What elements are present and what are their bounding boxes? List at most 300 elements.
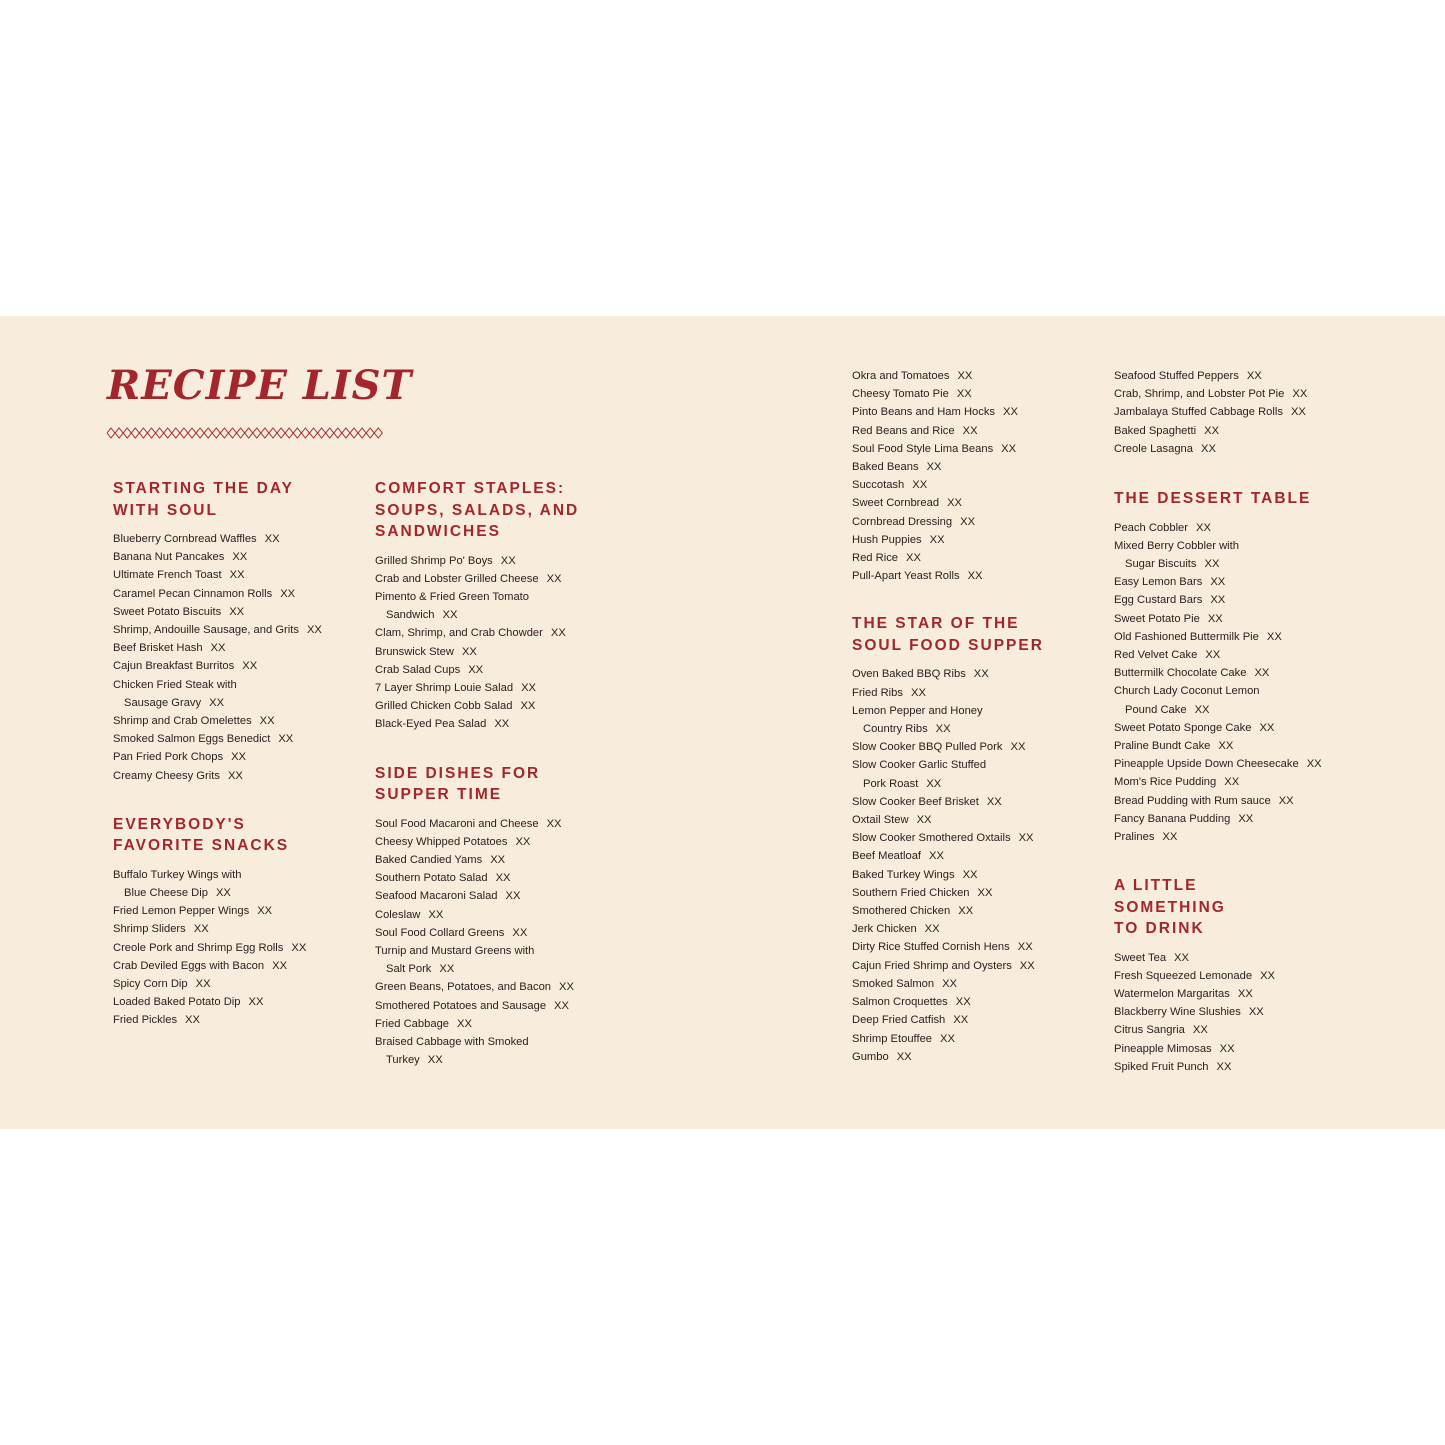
page-title: RECIPE LIST: [107, 362, 413, 409]
recipe-entry: [1114, 810, 1364, 828]
recipe-name: Banana Nut Pancakes: [113, 551, 225, 564]
page-number: XX: [427, 1054, 443, 1067]
page-number: XX: [1174, 951, 1189, 964]
recipe-entry: [113, 603, 363, 621]
recipe-entry: [113, 566, 363, 584]
recipe-entry: [1114, 664, 1364, 682]
page-number: XX: [1290, 406, 1306, 419]
page-number: XX: [1204, 557, 1220, 570]
recipe-entry: [852, 422, 1102, 440]
recipe-entry: [1114, 440, 1364, 458]
recipe-entry: [852, 458, 1102, 476]
recipe-entry: [1114, 610, 1364, 628]
page-number: XX: [546, 817, 562, 830]
recipe-entry: [852, 975, 1102, 993]
recipe-name: Shrimp Etouffee: [852, 1032, 933, 1045]
recipe-entry: [113, 920, 363, 938]
recipe-entry: [1114, 1021, 1364, 1039]
recipe-name: Crab, Shrimp, and Lobster Pot Pie: [1114, 388, 1285, 401]
page-number: XX: [1017, 941, 1033, 954]
recipe-name: Deep Fried Catfish: [852, 1014, 946, 1027]
page-number: XX: [559, 981, 574, 994]
recipe-name: Shrimp, Andouille Sausage, and Grits: [113, 624, 299, 637]
recipe-name: Oven Baked BBQ Ribs: [852, 668, 966, 681]
recipe-entry: [1114, 573, 1364, 591]
page-number: XX: [185, 1014, 200, 1027]
section-heading-line: TO DRINK: [1114, 920, 1205, 938]
recipe-entry: [852, 775, 1102, 793]
recipe-entry: [1114, 385, 1364, 403]
recipe-entry: [852, 403, 1102, 421]
page-number: XX: [457, 1017, 472, 1030]
recipe-entry: [375, 643, 625, 661]
recipe-entry: [113, 884, 363, 902]
recipe-name: Pork Roast: [863, 777, 919, 790]
recipe-name: Creamy Cheesy Grits: [113, 769, 220, 782]
recipe-entry: [375, 815, 625, 833]
recipe-name: Pineapple Mimosas: [1114, 1042, 1212, 1055]
page-number: XX: [193, 923, 209, 936]
recipe-entry: [113, 585, 363, 603]
recipe-name: Turnip and Mustard Greens with: [375, 944, 535, 957]
recipe-name: Sausage Gravy: [124, 696, 202, 709]
recipe-name: Ultimate French Toast: [113, 569, 222, 582]
recipe-entry: [113, 748, 363, 766]
recipe-list: [1114, 949, 1364, 1076]
recipe-entry: [1114, 719, 1364, 737]
page-number: XX: [929, 850, 944, 863]
page-number: XX: [1210, 594, 1226, 607]
recipe-entry: [375, 570, 625, 588]
page-number: XX: [215, 887, 231, 900]
recipe-name: Salmon Croquettes: [852, 996, 948, 1009]
page-number: XX: [272, 959, 288, 972]
recipe-entry: [113, 730, 363, 748]
recipe-name: Pineapple Upside Down Cheesecake: [1114, 758, 1299, 771]
page-number: XX: [910, 686, 926, 699]
page-number: XX: [1278, 794, 1294, 807]
recipe-list: [113, 866, 363, 1030]
page-number: XX: [195, 978, 211, 991]
page-number: XX: [428, 908, 444, 921]
page-number: XX: [1259, 721, 1275, 734]
recipe-list: [375, 552, 625, 734]
recipe-entry: [1114, 985, 1364, 1003]
section-heading-line: SUPPER TIME: [375, 786, 503, 804]
page-number: XX: [967, 570, 983, 583]
recipe-entry: [852, 720, 1102, 738]
page-number: XX: [926, 461, 942, 474]
recipe-name: Fried Lemon Pepper Wings: [113, 905, 250, 918]
recipe-name: Succotash: [852, 479, 905, 492]
recipe-entry: [113, 957, 363, 975]
recipe-name: Fried Cabbage: [375, 1017, 450, 1030]
recipe-entry: [852, 1048, 1102, 1066]
recipe-name: Gumbo: [852, 1050, 889, 1063]
recipe-entry: [852, 385, 1102, 403]
recipe-entry: [1114, 591, 1364, 609]
recipe-entry: [113, 767, 363, 785]
recipe-entry: [375, 1033, 625, 1051]
page-number: XX: [977, 886, 993, 899]
page-number: XX: [521, 681, 537, 694]
page-number: XX: [209, 696, 225, 709]
recipe-name: Red Rice: [852, 552, 899, 565]
recipe-name: Turkey: [386, 1054, 420, 1067]
page-number: XX: [500, 554, 516, 567]
page-number: XX: [242, 660, 258, 673]
recipe-name: Baked Spaghetti: [1114, 424, 1197, 437]
recipe-name: Soul Food Macaroni and Cheese: [375, 817, 539, 830]
recipe-entry: [113, 548, 363, 566]
recipe-name: Oxtail Stew: [852, 814, 909, 827]
recipe-entry: [375, 924, 625, 942]
recipe-entry: [852, 847, 1102, 865]
recipe-section: [1114, 488, 1364, 846]
recipe-entry: [113, 902, 363, 920]
recipe-entry: [1114, 1058, 1364, 1076]
section-heading: [375, 478, 625, 543]
page-number: XX: [512, 926, 528, 939]
recipe-entry: [375, 942, 625, 960]
recipe-name: Baked Candied Yams: [375, 853, 483, 866]
recipe-entry: [1114, 555, 1364, 573]
page-number: XX: [291, 941, 307, 954]
recipe-name: Smothered Chicken: [852, 905, 951, 918]
recipe-entry: [113, 712, 363, 730]
recipe-entry: [113, 694, 363, 712]
recipe-entry: [852, 957, 1102, 975]
page-number: XX: [248, 996, 264, 1009]
recipe-name: Salt Pork: [386, 963, 432, 976]
page-number: XX: [490, 853, 506, 866]
recipe-name: Dirty Rice Stuffed Cornish Hens: [852, 941, 1010, 954]
page-number: XX: [229, 605, 245, 618]
recipe-name: Blueberry Cornbread Waffles: [113, 533, 257, 545]
recipe-name: Beef Meatloaf: [852, 850, 922, 863]
page-number: XX: [956, 388, 972, 401]
recipe-entry: [1114, 403, 1364, 421]
recipe-entry: [113, 1011, 363, 1029]
recipe-name: Grilled Chicken Cobb Salad: [375, 700, 513, 713]
page-number: XX: [1248, 1006, 1264, 1019]
page-number: XX: [1010, 741, 1026, 754]
page-number: XX: [1205, 648, 1221, 661]
recipe-entry: [852, 567, 1102, 585]
section-heading: [1114, 488, 1364, 510]
section-heading-line: SIDE DISHES FOR: [375, 764, 541, 782]
recipe-section: [852, 367, 1102, 585]
page-number: XX: [210, 642, 226, 655]
recipe-entry: [1114, 646, 1364, 664]
recipe-entry: [1114, 422, 1364, 440]
page-number: XX: [958, 905, 974, 918]
page-number: XX: [554, 999, 569, 1012]
section-heading-line: EVERYBODY'S: [113, 815, 246, 833]
page-number: XX: [1224, 776, 1240, 789]
recipe-name: Crab Deviled Eggs with Bacon: [113, 959, 265, 972]
recipe-entry: [852, 884, 1102, 902]
recipe-entry: [1114, 949, 1364, 967]
page-number: XX: [986, 795, 1002, 808]
recipe-section: [375, 478, 625, 734]
recipe-entry: [1114, 537, 1364, 555]
recipe-entry: [852, 902, 1102, 920]
recipe-name: Church Lady Coconut Lemon: [1114, 685, 1260, 698]
page-number: XX: [962, 868, 978, 881]
recipe-section: [1114, 367, 1364, 458]
recipe-name: Sweet Potato Biscuits: [113, 605, 222, 618]
recipe-name: Red Beans and Rice: [852, 424, 955, 437]
recipe-entry: [375, 851, 625, 869]
recipe-name: Red Velvet Cake: [1114, 648, 1198, 661]
recipe-entry: [852, 476, 1102, 494]
page-number: XX: [1204, 424, 1220, 437]
recipe-name: Sandwich: [386, 609, 435, 622]
page-number: XX: [306, 624, 322, 637]
recipe-name: Watermelon Margaritas: [1114, 988, 1230, 1001]
recipe-entry: [113, 639, 363, 657]
page-number: XX: [550, 627, 566, 640]
recipe-entry: [852, 1011, 1102, 1029]
recipe-entry: [1114, 701, 1364, 719]
recipe-entry: [852, 549, 1102, 567]
recipe-name: Sweet Potato Pie: [1114, 612, 1200, 625]
page-number: XX: [232, 551, 248, 564]
recipe-entry: [852, 793, 1102, 811]
recipe-name: 7 Layer Shrimp Louie Salad: [375, 681, 514, 694]
recipe-entry: [852, 531, 1102, 549]
page-number: XX: [546, 572, 562, 585]
section-heading-line: SOMETHING: [1114, 898, 1226, 916]
page-number: XX: [442, 609, 458, 622]
section-heading: [113, 814, 363, 857]
page-number: XX: [1196, 521, 1211, 534]
recipe-entry: [852, 367, 1102, 385]
page-number: XX: [264, 533, 280, 545]
page-number: XX: [1306, 758, 1322, 771]
recipe-name: Soul Food Collard Greens: [375, 926, 505, 939]
page-number: XX: [924, 923, 940, 936]
recipe-entry: [375, 997, 625, 1015]
recipe-name: Country Ribs: [863, 723, 928, 736]
recipe-entry: [375, 960, 625, 978]
section-heading-line: SOUL FOOD SUPPER: [852, 636, 1044, 654]
page-number: XX: [1260, 969, 1276, 982]
recipe-name: Cheesy Whipped Potatoes: [375, 835, 508, 848]
page-number: XX: [955, 996, 971, 1009]
recipe-entry: [1114, 967, 1364, 985]
recipe-name: Mixed Berry Cobbler with: [1114, 539, 1239, 552]
recipe-name: Jambalaya Stuffed Cabbage Rolls: [1114, 406, 1283, 419]
recipe-entry: [1114, 828, 1364, 846]
page-number: XX: [515, 835, 531, 848]
recipe-entry: [1114, 367, 1364, 385]
recipe-entry: [375, 624, 625, 642]
recipe-entry: [852, 738, 1102, 756]
page-number: XX: [1001, 442, 1017, 455]
recipe-name: Creole Pork and Shrimp Egg Rolls: [113, 941, 284, 954]
recipe-name: Braised Cabbage with Smoked: [375, 1035, 529, 1048]
recipe-name: Sweet Cornbread: [852, 497, 940, 510]
page-number: XX: [461, 645, 477, 658]
recipe-name: Southern Potato Salad: [375, 872, 488, 885]
recipe-name: Okra and Tomatoes: [852, 370, 950, 382]
page-number: XX: [520, 700, 536, 713]
page-number: XX: [1194, 703, 1210, 716]
recipe-entry: [852, 756, 1102, 774]
recipe-entry: [375, 1051, 625, 1069]
recipe-name: Fried Pickles: [113, 1014, 178, 1027]
recipe-entry: [852, 866, 1102, 884]
recipe-entry: [1114, 792, 1364, 810]
diamond-ornament: [107, 426, 387, 440]
recipe-name: Lemon Pepper and Honey: [852, 704, 983, 717]
recipe-name: Pull-Apart Yeast Rolls: [852, 570, 960, 583]
recipe-name: Creole Lasagna: [1114, 442, 1193, 455]
page-number: XX: [1237, 988, 1253, 1001]
column-3: [852, 367, 1102, 1095]
recipe-entry: [1114, 755, 1364, 773]
section-heading: [852, 613, 1102, 656]
page-number: XX: [1216, 1060, 1232, 1073]
recipe-name: Pound Cake: [1125, 703, 1187, 716]
section-heading-line: FAVORITE SNACKS: [113, 837, 290, 855]
recipe-name: Spicy Corn Dip: [113, 978, 188, 991]
recipe-name: Hush Puppies: [852, 533, 922, 546]
page-number: XX: [1018, 832, 1034, 845]
recipe-name: Shrimp Sliders: [113, 923, 186, 936]
recipe-name: Baked Beans: [852, 461, 919, 474]
page-number: XX: [231, 751, 246, 764]
recipe-name: Soul Food Style Lima Beans: [852, 442, 994, 455]
recipe-name: Easy Lemon Bars: [1114, 576, 1203, 589]
recipe-name: Smoked Salmon: [852, 977, 935, 990]
recipe-entry: [852, 665, 1102, 683]
recipe-name: Slow Cooker Beef Brisket: [852, 795, 979, 808]
recipe-entry: [852, 440, 1102, 458]
recipe-section: [113, 478, 363, 785]
recipe-list: [113, 530, 363, 785]
recipe-list: [852, 367, 1102, 585]
page-number: XX: [1254, 667, 1270, 680]
recipe-name: Spiked Fruit Punch: [1114, 1060, 1209, 1073]
recipe-entry: [375, 869, 625, 887]
recipe-name: Slow Cooker BBQ Pulled Pork: [852, 741, 1003, 754]
recipe-name: Citrus Sangria: [1114, 1024, 1185, 1037]
recipe-entry: [375, 661, 625, 679]
page-number: XX: [973, 668, 989, 681]
recipe-name: Loaded Baked Potato Dip: [113, 996, 241, 1009]
section-heading-line: A LITTLE: [1114, 877, 1198, 895]
recipe-name: Southern Fried Chicken: [852, 886, 970, 899]
page-number: XX: [953, 1014, 969, 1027]
recipe-name: Smoked Salmon Eggs Benedict: [113, 733, 271, 746]
page-number: XX: [495, 872, 511, 885]
recipe-entry: [375, 697, 625, 715]
recipe-name: Brunswick Stew: [375, 645, 454, 658]
column-1: [113, 478, 363, 1059]
page-number: XX: [942, 977, 958, 990]
recipe-name: Black-Eyed Pea Salad: [375, 718, 487, 731]
page-number: XX: [229, 569, 245, 582]
recipe-name: Chicken Fried Steak with: [113, 678, 237, 691]
page-number: XX: [1238, 812, 1254, 825]
section-heading: [113, 478, 363, 521]
recipe-name: Green Beans, Potatoes, and Bacon: [375, 981, 552, 994]
page-number: XX: [257, 905, 273, 918]
recipe-name: Seafood Macaroni Salad: [375, 890, 498, 903]
page-number: XX: [957, 370, 973, 382]
recipe-entry: [113, 975, 363, 993]
page-number: XX: [896, 1050, 912, 1063]
page-number: XX: [1201, 442, 1216, 455]
recipe-list: [1114, 367, 1364, 458]
recipe-entry: [375, 887, 625, 905]
recipe-name: Sugar Biscuits: [1125, 557, 1197, 570]
page-number: XX: [940, 1032, 955, 1045]
recipe-name: Sweet Potato Sponge Cake: [1114, 721, 1252, 734]
recipe-name: Caramel Pecan Cinnamon Rolls: [113, 587, 273, 600]
recipe-entry: [852, 811, 1102, 829]
recipe-name: Crab and Lobster Grilled Cheese: [375, 572, 539, 585]
recipe-name: Blackberry Wine Slushies: [1114, 1006, 1241, 1019]
column-2: [375, 478, 625, 1098]
recipe-name: Cheesy Tomato Pie: [852, 388, 949, 401]
recipe-entry: [852, 494, 1102, 512]
page-number: XX: [960, 515, 976, 528]
section-heading: [375, 763, 625, 806]
page-number: XX: [1210, 576, 1226, 589]
page-number: XX: [929, 533, 945, 546]
recipe-entry: [113, 657, 363, 675]
page-number: XX: [259, 715, 275, 728]
recipe-entry: [113, 993, 363, 1011]
recipe-entry: [375, 606, 625, 624]
recipe-name: Baked Turkey Wings: [852, 868, 955, 881]
recipe-name: Cajun Breakfast Burritos: [113, 660, 235, 673]
recipe-entry: [113, 676, 363, 694]
recipe-entry: [852, 684, 1102, 702]
recipe-name: Coleslaw: [375, 908, 421, 921]
recipe-name: Pralines: [1114, 830, 1155, 843]
recipe-entry: [113, 530, 363, 548]
page-number: XX: [935, 723, 951, 736]
recipe-name: Clam, Shrimp, and Crab Chowder: [375, 627, 543, 640]
page-number: XX: [494, 718, 510, 731]
recipe-entry: [852, 702, 1102, 720]
recipe-name: Jerk Chicken: [852, 923, 917, 936]
page-number: XX: [468, 663, 484, 676]
recipe-name: Fried Ribs: [852, 686, 903, 699]
page-number: XX: [947, 497, 963, 510]
recipe-name: Pimento & Fried Green Tomato: [375, 590, 530, 603]
recipe-entry: [852, 993, 1102, 1011]
recipe-entry: [1114, 682, 1364, 700]
page-number: XX: [1192, 1024, 1208, 1037]
page-number: XX: [1162, 830, 1178, 843]
page-number: XX: [1207, 612, 1223, 625]
recipe-name: Mom's Rice Pudding: [1114, 776, 1217, 789]
recipe-name: Buttermilk Chocolate Cake: [1114, 667, 1247, 680]
recipe-list: [1114, 519, 1364, 847]
recipe-name: Fresh Squeezed Lemonade: [1114, 969, 1253, 982]
page-number: XX: [439, 963, 455, 976]
recipe-entry: [375, 1015, 625, 1033]
section-heading-line: COMFORT STAPLES:: [375, 480, 566, 497]
page-number: XX: [1246, 370, 1262, 382]
section-heading-line: WITH SOUL: [113, 501, 218, 519]
